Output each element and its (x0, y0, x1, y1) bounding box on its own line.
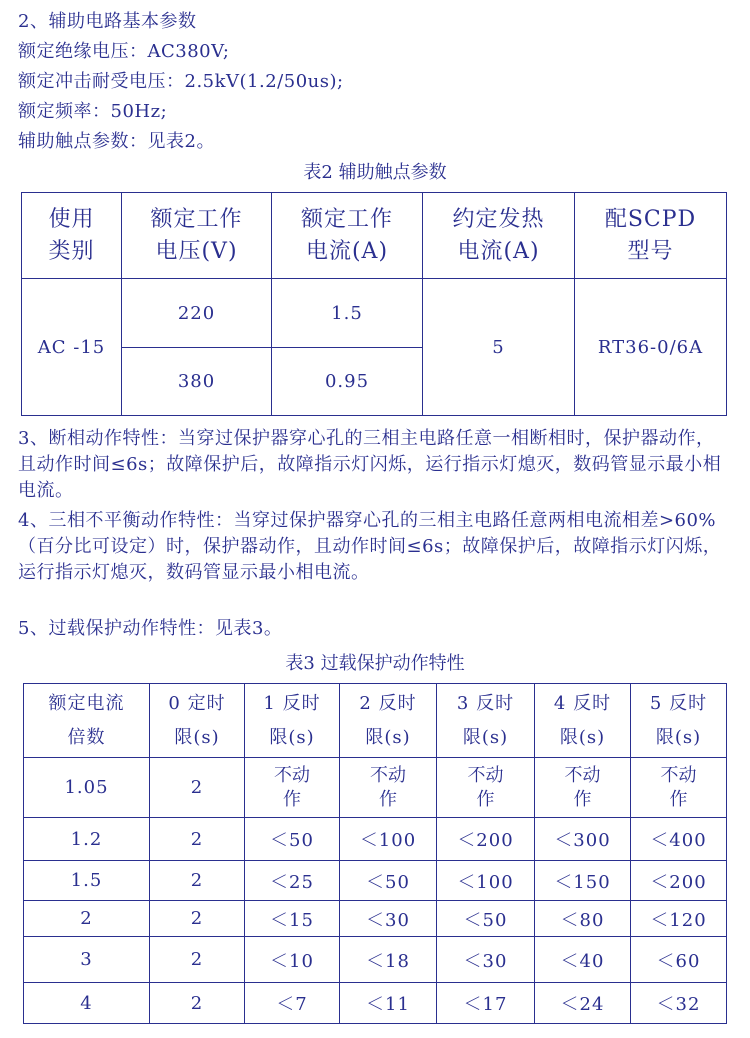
table2-header-row (22, 193, 727, 279)
table3-cell: ＜50 (245, 818, 340, 861)
rated-frequency: 额定频率：50Hz; (18, 101, 168, 122)
table3-cell: ＜100 (340, 818, 437, 861)
table3-cell: ＜40 (535, 937, 631, 983)
table3-definite-time: 2 (150, 758, 245, 818)
table3-no-action: 不动 作 (631, 758, 727, 818)
phase-unbalance-characteristics: 4、三相不平衡动作特性：当穿过保护器穿心孔的三相主电路任意两相电流相差>60%（百分比可设定）时，保护器动作，且动作时间≤6s；故障保护后，故障指示灯闪烁，运行指示灯熄灭，数码管显示最小相电流。 (18, 510, 722, 583)
table3-cell: ＜120 (631, 901, 727, 937)
table3-header-inverse-1: 1 反时 限(s) (245, 684, 340, 758)
table2-voltage: 220 (122, 279, 272, 348)
table2-scpd: RT36-0/6A (575, 279, 727, 416)
rated-impulse-voltage: 额定冲击耐受电压：2.5kV(1.2/50us); (18, 71, 344, 92)
table3-cell: 2 (150, 983, 245, 1024)
table2-thermal-current: 5 (423, 279, 575, 416)
table3-header-definite-time: 0 定时 限(s) (150, 684, 245, 758)
table3-cell: ＜200 (437, 818, 535, 861)
table3-cell: ＜150 (535, 861, 631, 901)
table3-no-action: 不动 作 (535, 758, 631, 818)
table3-cell: ＜100 (437, 861, 535, 901)
table3-cell: 3 (24, 937, 150, 983)
phase-loss-characteristics: 3、断相动作特性：当穿过保护器穿心孔的三相主电路任意一相断相时，保护器动作，且动作时间≤6s；故障保护后，故障指示灯闪烁，运行指示灯熄灭，数码管显示最小相电流。 (18, 428, 722, 501)
table2-header-category: 使用 类别 (22, 193, 122, 279)
table2-header-voltage: 额定工作 电压(V) (122, 193, 272, 279)
table3-cell: ＜80 (535, 901, 631, 937)
table3-header-inverse-3: 3 反时 限(s) (437, 684, 535, 758)
table-row (24, 758, 727, 818)
table2-auxiliary-contacts (21, 192, 727, 416)
table3-cell: 4 (24, 983, 150, 1024)
overload-protection-heading: 5、过载保护动作特性：见表3。 (18, 618, 283, 639)
table-row (24, 937, 727, 983)
table3-cell: ＜7 (245, 983, 340, 1024)
table-row (24, 901, 727, 937)
table3-cell: ＜15 (245, 901, 340, 937)
table3-cell: ＜50 (340, 861, 437, 901)
table2-category: AC -15 (22, 279, 122, 416)
table3-header-inverse-2: 2 反时 限(s) (340, 684, 437, 758)
table3-cell: ＜11 (340, 983, 437, 1024)
table3-cell: 2 (150, 861, 245, 901)
table2-header-current: 额定工作 电流(A) (272, 193, 423, 279)
table3-no-action: 不动 作 (437, 758, 535, 818)
table3-cell: ＜50 (437, 901, 535, 937)
rated-insulation-voltage: 额定绝缘电压：AC380V; (18, 41, 230, 62)
table3-cell: ＜30 (340, 901, 437, 937)
table3-cell: ＜300 (535, 818, 631, 861)
table3-cell: ＜24 (535, 983, 631, 1024)
table3-cell: ＜400 (631, 818, 727, 861)
table2-current: 0.95 (272, 348, 423, 416)
table3-header-row (24, 684, 727, 758)
table3-cell: 1.2 (24, 818, 150, 861)
table3-cell: 2 (24, 901, 150, 937)
table3-cell: ＜30 (437, 937, 535, 983)
table3-cell: 2 (150, 818, 245, 861)
table3-overload-protection (23, 683, 727, 1024)
table2-header-thermal-current: 约定发热 电流(A) (423, 193, 575, 279)
table3-cell: ＜200 (631, 861, 727, 901)
table-row (24, 983, 727, 1024)
table2-current: 1.5 (272, 279, 423, 348)
table3-cell: ＜32 (631, 983, 727, 1024)
table3-header-inverse-5: 5 反时 限(s) (631, 684, 727, 758)
table3-no-action: 不动 作 (245, 758, 340, 818)
table2-header-scpd: 配SCPD 型号 (575, 193, 727, 279)
table3-cell: ＜60 (631, 937, 727, 983)
table3-cell: ＜18 (340, 937, 437, 983)
table3-cell: 2 (150, 937, 245, 983)
table-row (24, 818, 727, 861)
section-heading-auxiliary: 2、辅助电路基本参数 (18, 11, 197, 32)
table2-caption: 表2 辅助触点参数 (303, 162, 447, 183)
table3-cell: ＜17 (437, 983, 535, 1024)
table2-voltage: 380 (122, 348, 272, 416)
table3-multiple: 1.05 (24, 758, 150, 818)
table3-header-multiple: 额定电流 倍数 (24, 684, 150, 758)
table3-caption: 表3 过载保护动作特性 (285, 653, 465, 674)
auxiliary-contact-params: 辅助触点参数：见表2。 (18, 131, 215, 152)
table3-cell: 1.5 (24, 861, 150, 901)
table3-no-action: 不动 作 (340, 758, 437, 818)
table3-cell: ＜10 (245, 937, 340, 983)
table3-header-inverse-4: 4 反时 限(s) (535, 684, 631, 758)
table3-cell: 2 (150, 901, 245, 937)
table-row (24, 861, 727, 901)
table-row (22, 279, 727, 348)
table3-cell: ＜25 (245, 861, 340, 901)
